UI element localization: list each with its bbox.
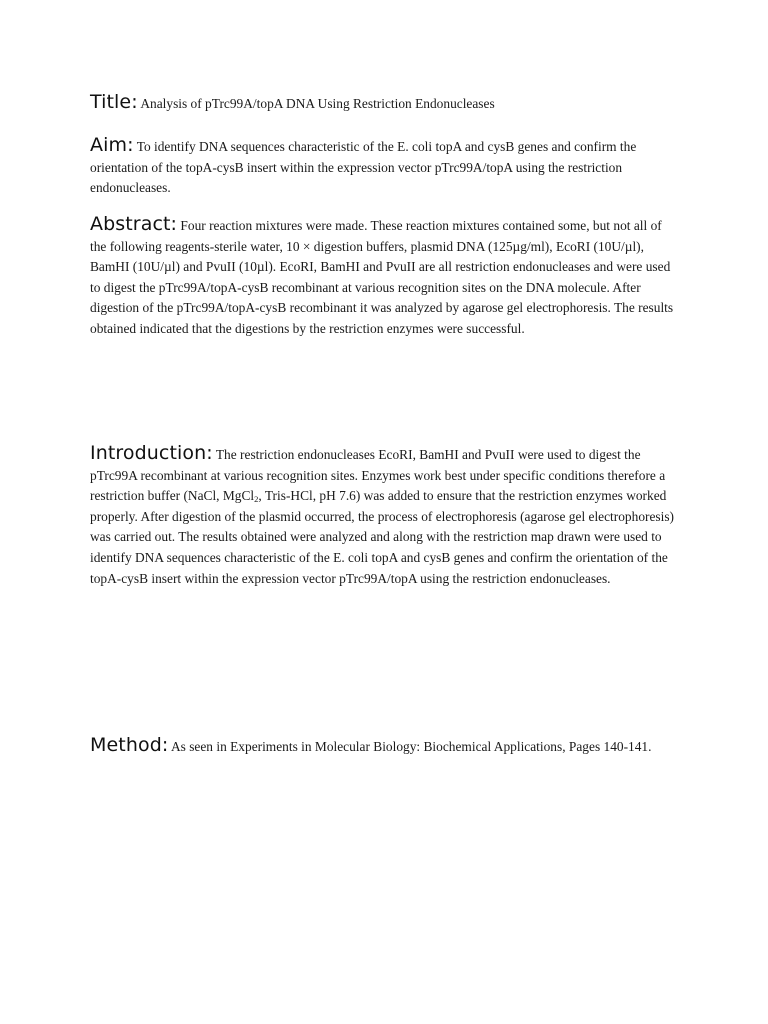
- introduction-text-part-2: , Tris-HCl, pH 7.6) was added to ensure that the restriction enzymes worked properly. After digestion of the plasmid occurred, the process of electrophoresis (agarose gel electrophoresis) was carried out. The results obtained were analyzed and along with the restriction map drawn were used to identify DNA sequences characteristic of the E. coli topA and cysB genes and confirm the orientation of the topA-cysB insert within the expression vector pTrc99A/topA using the restriction endonucleases.: [90, 488, 675, 586]
- aim-text: To identify DNA sequences characteristic of the E. coli topA and cysB genes and confirm the orientation of the topA-cysB insert within the expression vector pTrc99A/topA using the restriction endonucleases.: [90, 139, 637, 196]
- abstract-heading: Abstract:: [90, 213, 178, 235]
- introduction-heading: Introduction:: [90, 442, 213, 464]
- title-heading: Title:: [90, 91, 138, 113]
- title-text: Analysis of pTrc99A/topA DNA Using Restriction Endonucleases: [140, 96, 495, 111]
- method-text: As seen in Experiments in Molecular Biology: Biochemical Applications, Pages 140-141.: [170, 739, 652, 754]
- abstract-section: [90, 214, 680, 340]
- method-section: [90, 735, 680, 758]
- method-heading: Method:: [90, 734, 169, 756]
- aim-section: [90, 135, 680, 199]
- introduction-subscript: 2: [254, 494, 259, 505]
- introduction-text-part-1: The restriction endonucleases EcoRI, BamHI and PvuII were used to digest the pTrc99A recombinant at various recognition sites. Enzymes work best under specific conditions therefore a restriction buffer (NaCl, MgCl: [90, 447, 666, 504]
- title-section: [90, 92, 680, 115]
- abstract-text: Four reaction mixtures were made. These reaction mixtures contained some, but not all of the following reagents-sterile water, 10 × digestion buffers, plasmid DNA (125µg/ml), EcoRI (10U/µl), BamHI (10U/µl) and PvuII (10µl). EcoRI, BamHI and PvuII are all restriction endonucleases and were used to digest the pTrc99A/topA-cysB recombinant at various recognition sites on the DNA molecule. After digestion of the pTrc99A/topA-cysB recombinant it was analyzed by agarose gel electrophoresis. The results obtained indicated that the digestions by the restriction enzymes were successful.: [90, 218, 674, 336]
- introduction-section: [90, 443, 680, 589]
- aim-heading: Aim:: [90, 134, 134, 156]
